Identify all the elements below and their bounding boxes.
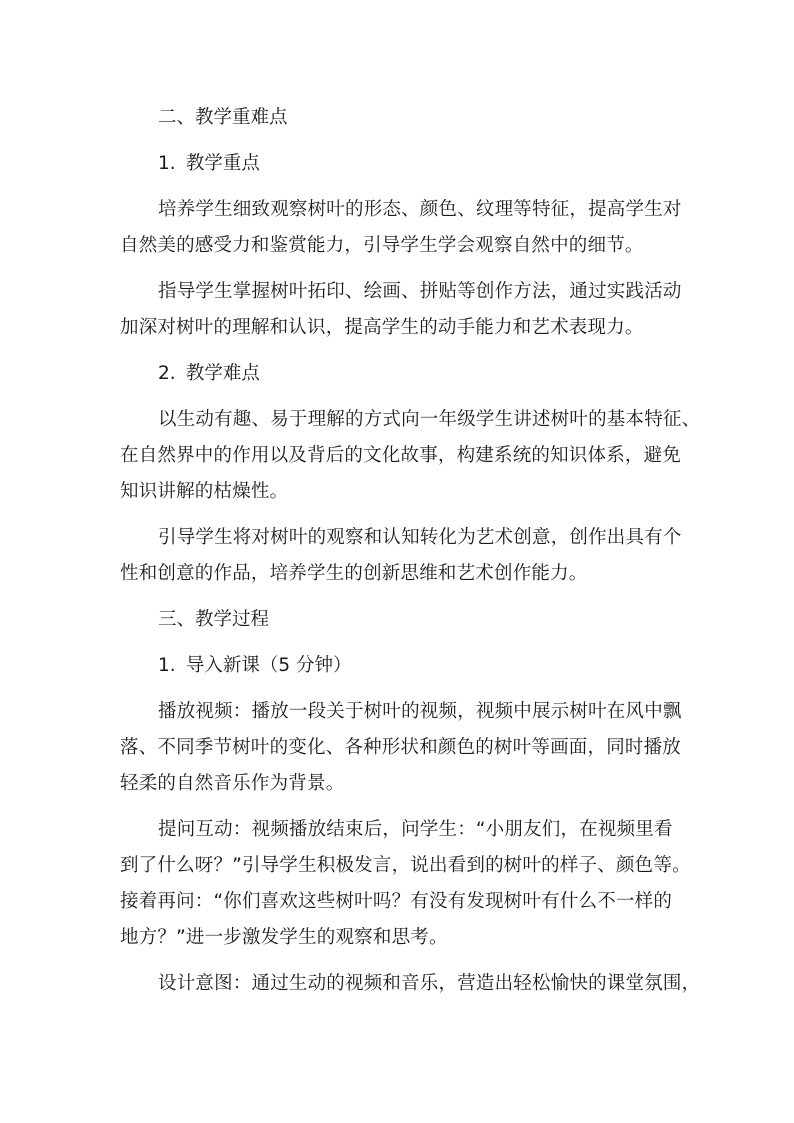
- subsection-number: 1.: [158, 655, 176, 676]
- paragraph-key-points-1: [120, 192, 680, 264]
- subsection-number: 2.: [158, 363, 176, 384]
- paragraph-difficulties-1: [120, 402, 701, 510]
- subsection-heading-intro: [120, 648, 680, 684]
- text-line: 落、不同季节树叶的变化、各种形状和颜色的树叶等画面，同时播放: [120, 737, 682, 758]
- text-line: 指导学生掌握树叶拓印、绘画、拼贴等创作方法，通过实践活动: [158, 281, 682, 302]
- subsection-heading-difficulties: [120, 356, 680, 392]
- text-line: 加深对树叶的理解和认识，提高学生的动手能力和艺术表现力。: [120, 317, 644, 338]
- text-line: 培养学生细致观察树叶的形态、颜色、纹理等特征，提高学生对: [158, 199, 682, 220]
- subsection-title: 教学重点: [185, 153, 260, 174]
- text-line: 接着再问：“你们喜欢这些树叶吗？有没有发现树叶有什么不一样的: [120, 891, 673, 912]
- text-line: 地方？”进一步激发学生的观察和思考。: [120, 927, 448, 948]
- text-line: 轻柔的自然音乐作为背景。: [120, 773, 345, 794]
- subsection-number: 1.: [158, 153, 176, 174]
- document-body: [120, 100, 701, 1002]
- text-line: 性和创意的作品，培养学生的创新思维和艺术创作能力。: [120, 563, 588, 584]
- section-heading-3: 三、教学过程: [158, 609, 270, 630]
- subsection-title: 教学难点: [185, 363, 260, 384]
- subsection-title: 导入新课（5 分钟）: [185, 655, 352, 676]
- text-line: 自然美的感受力和鉴赏能力，引导学生学会观察自然中的细节。: [120, 235, 644, 256]
- text-line: 以生动有趣、易于理解的方式向一年级学生讲述树叶的基本特征、: [158, 409, 701, 430]
- paragraph-questions: [120, 812, 691, 956]
- paragraph-design-intent: [120, 966, 701, 1002]
- text-line: 播放视频：播放一段关于树叶的视频，视频中展示树叶在风中飘: [158, 701, 682, 722]
- subsection-heading-key-points: [120, 146, 680, 182]
- paragraph-key-points-2: [120, 274, 680, 346]
- text-line: 提问互动：视频播放结束后，问学生：“小朋友们，在视频里看: [158, 819, 673, 840]
- text-line: 设计意图：通过生动的视频和音乐，营造出轻松愉快的课堂氛围，: [158, 973, 701, 994]
- text-line: 引导学生将对树叶的观察和认知转化为艺术创意，创作出具有个: [158, 527, 682, 548]
- section-heading-2: 二、教学重难点: [158, 107, 288, 128]
- text-line: 在自然界中的作用以及背后的文化故事，构建系统的知识体系，避免: [120, 445, 682, 466]
- paragraph-video: [120, 694, 680, 802]
- paragraph-difficulties-2: [120, 520, 680, 592]
- text-line: 到了什么呀？”引导学生积极发言，说出看到的树叶的样子、颜色等。: [120, 855, 691, 876]
- text-line: 知识讲解的枯燥性。: [120, 481, 289, 502]
